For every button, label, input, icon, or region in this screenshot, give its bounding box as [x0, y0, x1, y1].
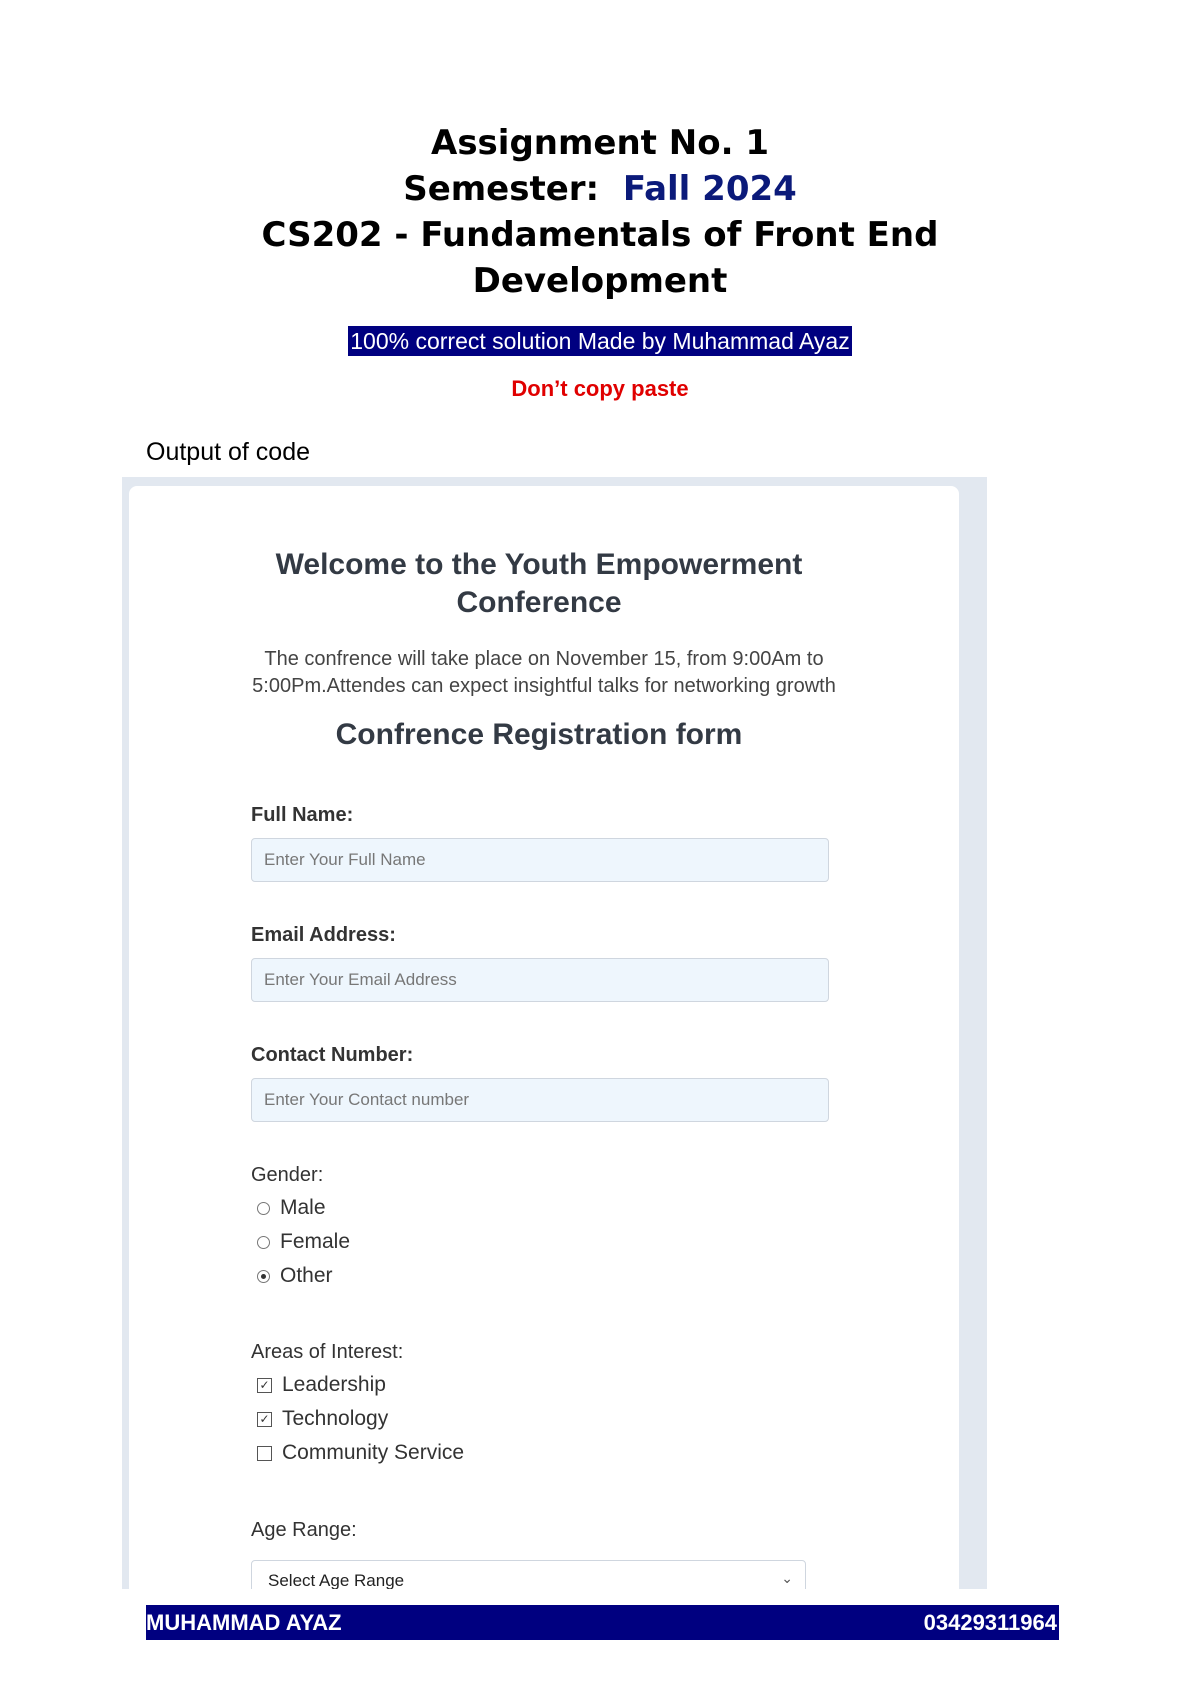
interest-option-community[interactable] [257, 1441, 464, 1465]
email-label: Email Address: [251, 924, 396, 946]
radio-button[interactable] [257, 1202, 270, 1215]
full-name-label: Full Name: [251, 804, 354, 826]
semester-value: Fall 2024 [622, 169, 797, 209]
course-title-line1: CS202 - Fundamentals of Front End [261, 215, 939, 255]
interest-option-label: Community Service [282, 1441, 465, 1464]
footer-bar [146, 1605, 1059, 1640]
email-input[interactable]: Enter Your Email Address [251, 958, 829, 1002]
interest-option-label: Technology [282, 1407, 389, 1430]
full-name-input[interactable]: Enter Your Full Name [251, 838, 829, 882]
intro-line2: 5:00Pm.Attendes can expect insightful talks for networking growth [252, 675, 836, 697]
contact-input[interactable]: Enter Your Contact number [251, 1078, 829, 1122]
radio-button[interactable] [257, 1236, 270, 1249]
semester-line [0, 166, 1200, 212]
welcome-heading [229, 546, 849, 622]
code-output-screenshot [122, 477, 987, 1589]
interest-option-technology[interactable] [257, 1407, 388, 1431]
welcome-line1: Welcome to the Youth Empowerment [275, 548, 803, 581]
author-note-row [0, 326, 1200, 356]
gender-option-label: Male [280, 1196, 326, 1219]
assignment-title: Assignment No. 1 [431, 123, 769, 163]
interest-option-leadership[interactable] [257, 1373, 386, 1397]
interest-option-label: Leadership [282, 1373, 386, 1396]
copy-warning: Don’t copy paste [511, 376, 689, 401]
welcome-line2: Conference [456, 586, 622, 619]
chevron-down-icon: ⌄ [781, 1570, 793, 1586]
gender-label: Gender: [251, 1164, 324, 1186]
contact-label: Contact Number: [251, 1044, 414, 1066]
checkbox-checked[interactable]: ✓ [257, 1378, 272, 1393]
radio-button-selected[interactable] [257, 1270, 270, 1283]
form-title: Confrence Registration form [335, 718, 743, 751]
gender-option-label: Other [280, 1264, 333, 1287]
checkbox-checked[interactable]: ✓ [257, 1412, 272, 1427]
gender-option-female[interactable] [257, 1230, 350, 1254]
section-label: Output of code [146, 438, 311, 466]
age-label: Age Range: [251, 1519, 357, 1541]
registration-card [129, 486, 959, 1589]
author-note: 100% correct solution Made by Muhammad Ayaz [350, 328, 850, 354]
age-range-select[interactable] [251, 1560, 806, 1589]
footer-name: MUHAMMAD AYAZ [146, 1610, 342, 1635]
intro-text [199, 646, 889, 700]
semester-label: Semester: [403, 169, 600, 209]
document-header [0, 120, 1200, 402]
age-range-value: Select Age Range [268, 1571, 405, 1589]
gender-option-other[interactable] [257, 1264, 333, 1288]
footer-phone: 03429311964 [923, 1610, 1057, 1635]
gender-option-male[interactable] [257, 1196, 326, 1220]
intro-line1: The confrence will take place on November 15, from 9:00Am to [264, 648, 824, 670]
interests-label: Areas of Interest: [251, 1341, 404, 1363]
course-title-line2: Development [472, 261, 728, 301]
gender-option-label: Female [280, 1230, 351, 1253]
checkbox[interactable] [257, 1446, 272, 1461]
